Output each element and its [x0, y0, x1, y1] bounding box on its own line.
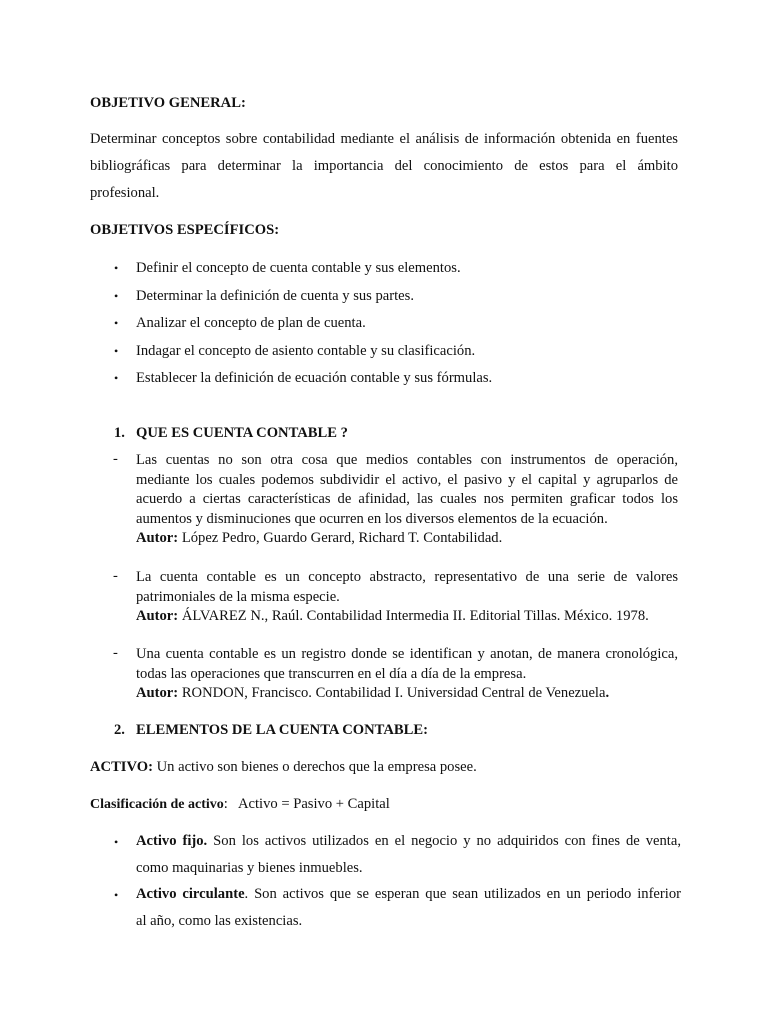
definition-item-1: [136, 451, 678, 549]
definition-3-author: [136, 684, 678, 704]
objetivo-item-5: Establecer la definición de ecuación contable y sus fórmulas.: [136, 370, 493, 386]
section-1-title: QUE ES CUENTA CONTABLE ?: [136, 425, 348, 441]
activo-label: ACTIVO:: [90, 759, 153, 775]
author-label: Autor:: [136, 608, 179, 624]
objetivos-especificos-heading: OBJETIVOS ESPECÍFICOS:: [90, 222, 280, 238]
section-2-number: 2.: [114, 722, 125, 738]
activo-fijo-line-2: como maquinarias y bienes inmuebles.: [136, 860, 363, 876]
activo-definition: [90, 759, 678, 776]
bullet-icon: •: [114, 316, 119, 330]
activo-circulante-line-2: al año, como las existencias.: [136, 913, 303, 929]
activo-text: Un activo son bienes o derechos que la empresa posee.: [156, 759, 477, 775]
author-end: .: [605, 685, 610, 701]
definition-1-line-2: mediante los cuales podemos subdividir el activo, el pasivo y el capital y agruparlos de: [136, 471, 678, 488]
definition-2-line-1: La cuenta contable es un concepto abstracto, representativo de una serie de valores: [136, 569, 678, 585]
activo-circulante-line-1: [136, 886, 681, 903]
definition-1-line-4: aumentos y disminuciones que ocurren en los diversos elementos de la ecuación.: [136, 510, 608, 527]
objetivo-general-line-3: profesional.: [90, 185, 160, 201]
definition-3-line-1: Una cuenta contable es un registro donde se identifican y anotan, de manera cronológica,: [136, 646, 678, 662]
objetivo-general-line-1: Determinar conceptos sobre contabilidad mediante el análisis de información obtenida en fuentes: [90, 131, 678, 147]
dash-marker: -: [113, 451, 118, 467]
author-text: RONDON, Francisco. Contabilidad I. Universidad Central de Venezuela: [181, 685, 606, 701]
activo-fijo-line-1: [136, 833, 681, 850]
objetivo-general-line-2: bibliográficas para determinar la importancia del conocimiento de estos para el ámbito: [90, 158, 678, 174]
clasificacion-activo: [90, 796, 678, 813]
author-text: López Pedro, Guardo Gerard, Richard T. Contabilidad.: [181, 530, 503, 546]
bullet-icon: •: [114, 289, 119, 303]
bullet-icon: •: [114, 261, 119, 275]
author-label: Autor:: [136, 685, 179, 701]
definition-item-2: [136, 568, 678, 627]
definition-2-line-2: patrimoniales de la misma especie.: [136, 588, 340, 605]
clasificacion-label: Clasificación de activo: [90, 797, 224, 812]
definition-1-author: [136, 529, 678, 549]
bullet-icon: •: [114, 371, 119, 385]
activo-fijo-desc: Son los activos utilizados en el negocio y no adquiridos con fines de venta,: [207, 833, 681, 849]
definition-1-line-1: Las cuentas no son otra cosa que medios contables con instrumentos de operación,: [136, 452, 678, 468]
objetivo-item-1: Definir el concepto de cuenta contable y sus elementos.: [136, 260, 461, 276]
objetivo-item-3: Analizar el concepto de plan de cuenta.: [136, 315, 366, 331]
definition-2-author: [136, 607, 678, 627]
bullet-icon: •: [114, 888, 119, 902]
objetivo-general-heading: OBJETIVO GENERAL:: [90, 95, 246, 111]
author-text: ÁLVAREZ N., Raúl. Contabilidad Intermedia II. Editorial Tillas. México. 1978.: [181, 608, 649, 624]
author-label: Autor:: [136, 530, 179, 546]
activo-fijo-term: Activo fijo.: [136, 833, 208, 849]
bullet-icon: •: [114, 835, 119, 849]
definition-1-line-3: acuerdo a ciertas características de afinidad, las cuales nos permiten graficar todos los: [136, 491, 678, 507]
bullet-icon: •: [114, 344, 119, 358]
section-2-title: ELEMENTOS DE LA CUENTA CONTABLE:: [136, 722, 428, 738]
definition-3-line-2: todas las operaciones que transcurren en el día a día de la empresa.: [136, 665, 527, 682]
clasificacion-text: : Activo = Pasivo + Capital: [223, 796, 390, 812]
objetivo-item-4: Indagar el concepto de asiento contable y su clasificación.: [136, 343, 476, 359]
section-1-number: 1.: [114, 425, 125, 441]
dash-marker: -: [113, 645, 118, 661]
activo-circulante-term: Activo circulante: [136, 886, 245, 902]
dash-marker: -: [113, 568, 118, 584]
definition-item-3: [136, 645, 678, 704]
activo-circulante-desc: . Son activos que se esperan que sean utilizados en un periodo inferior: [244, 886, 681, 902]
objetivo-item-2: Determinar la definición de cuenta y sus partes.: [136, 288, 414, 304]
